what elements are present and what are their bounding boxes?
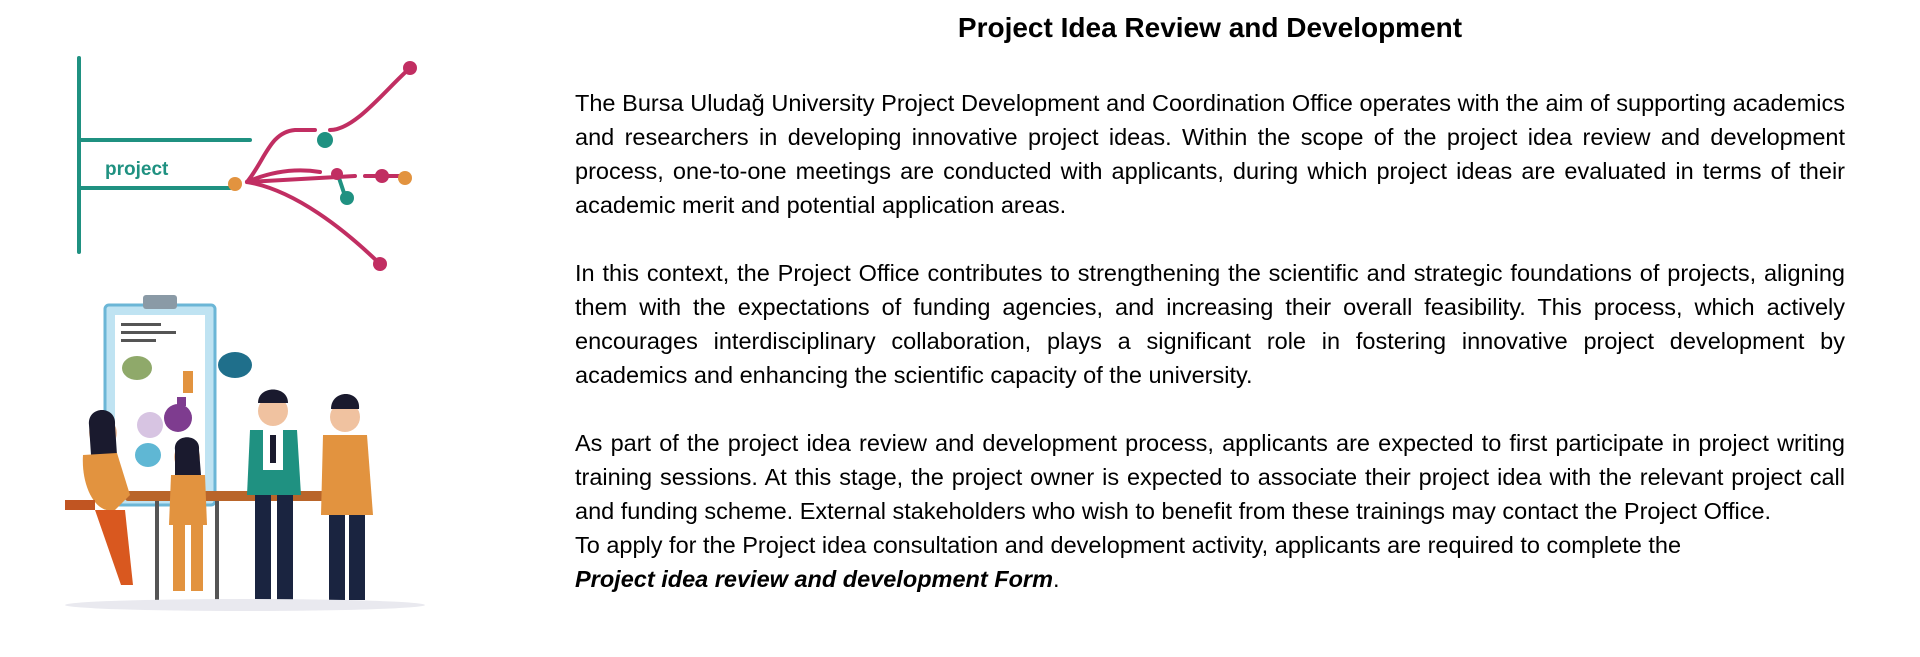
apply-paragraph <box>575 528 1845 596</box>
logo-text: project <box>105 159 169 180</box>
review-form-link[interactable]: Project idea review and development Form <box>575 566 1053 592</box>
people-meeting-illustration-icon <box>55 285 455 615</box>
context-paragraph: In this context, the Project Office contributes to strengthening the scientific and strategic foundations of projects, aligning them with the expectations of funding agencies, and increasing their overall feasibility. This process, which actively encourages interdisciplinary collaboration, plays a significant role in fostering innovative project development by academics and enhancing the scientific capacity of the university. <box>575 260 1845 388</box>
apply-text: To apply for the Project idea consultation and development activity, applicants are required to complete the <box>575 532 1682 558</box>
illustration <box>55 50 455 610</box>
page-title: Project Idea Review and Development <box>957 12 1463 43</box>
main-content <box>575 8 1845 596</box>
process-paragraph: As part of the project idea review and development process, applicants are expected to first participate in project writing training sessions. At this stage, the project owner is expected to associate their project idea with the relevant project call and funding scheme. External stakeholders who wish to benefit from these trainings may contact the Project Office. <box>575 430 1845 524</box>
form-link-suffix: . <box>1052 566 1060 592</box>
intro-paragraph: The Bursa Uludağ University Project Development and Coordination Office operates with the aim of supporting academics and researchers in developing innovative project ideas. Within the scope of the project idea review and development process, one-to-one meetings are conducted with applicants, during which project ideas are evaluated in terms of their academic merit and potential application areas. <box>575 90 1845 218</box>
project-logo <box>55 50 455 280</box>
